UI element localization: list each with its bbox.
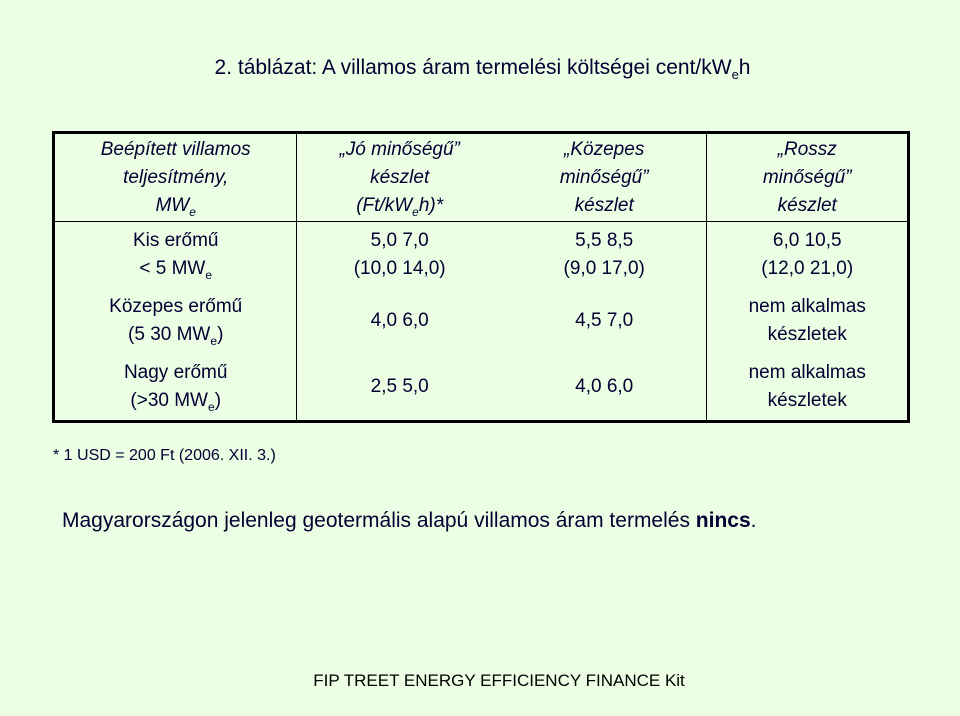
header-medium-quality: „Közepes minőségű” készlet [502, 133, 707, 222]
header-poor-quality: „Rossz minőségű” készlet [707, 133, 909, 222]
cell-poor: nem alkalmas készletek [707, 354, 909, 422]
cell-good: 4,0 6,0 [370, 310, 429, 331]
cell-medium: 5,5 8,5 (9,0 17,0) [563, 230, 645, 279]
footnote: * 1 USD = 200 Ft (2006. XII. 3.) [53, 447, 276, 464]
cell-good: 2,5 5,0 [370, 376, 429, 397]
header-capacity: Beépített villamos teljesítmény, $MW_e$ [54, 133, 297, 222]
table-row [54, 354, 909, 422]
table-row [54, 222, 909, 289]
table-title: 2. táblázat: A villamos áram termelési költségei cent/$kW_eh$ [214, 56, 751, 83]
table-header-row [54, 133, 909, 222]
cell-poor: 6,0 10,5 (12,0 21,0) [707, 222, 909, 289]
table-row [54, 288, 909, 354]
row-label: Közepes erőmű (5 30 $MW_e$) [54, 288, 297, 354]
row-label: Nagy erőmű (>30 $MW_e$) [54, 354, 297, 422]
statement: Magyarországon jelenleg geotermális alapú villamos áram termelés nincs. [62, 509, 757, 532]
footer: FIP TREET ENERGY EFFICIENCY FINANCE Kit [313, 671, 685, 690]
cell-medium: 4,0 6,0 [575, 376, 634, 397]
cell-good: 5,0 7,0 (10,0 14,0) [353, 230, 446, 279]
header-good-quality: „Jó minőségű” készlet $(Ft/kW_eh)*$ [297, 133, 502, 222]
cell-medium: 4,5 7,0 [575, 310, 634, 331]
cell-poor: nem alkalmas készletek [707, 288, 909, 354]
row-label: Kis erőmű < 5 $MW_e$ [54, 222, 297, 289]
cost-table [52, 131, 910, 423]
